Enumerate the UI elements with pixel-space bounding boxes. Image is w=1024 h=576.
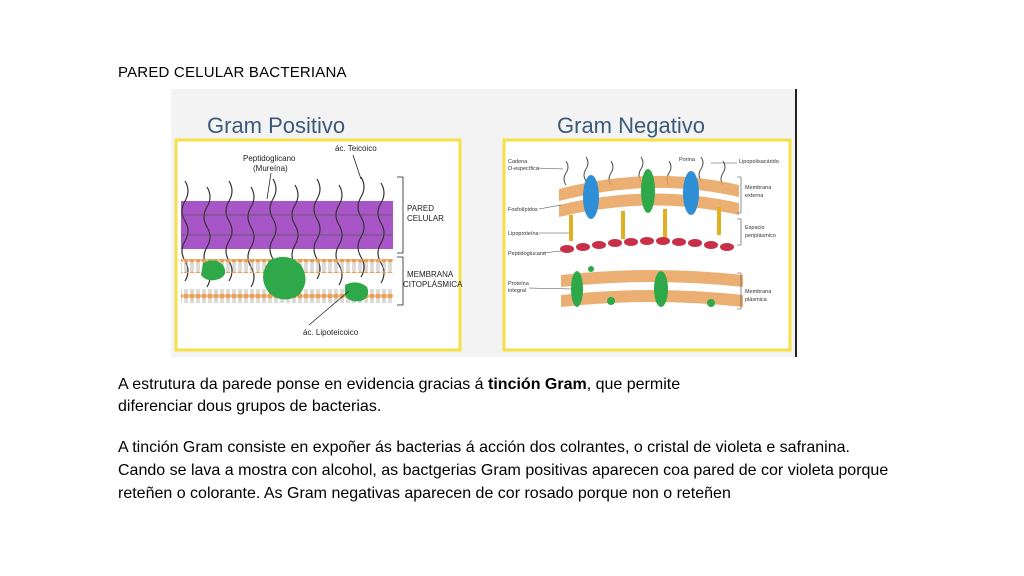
label-lipoproteina: Lipoproteína — [508, 231, 539, 237]
paragraph1-before: A estrutura da parede ponse en evidencia gracias á — [118, 376, 489, 393]
peptidoglycan-layer — [181, 201, 393, 249]
label-proteina-1: Proteína — [508, 281, 529, 287]
label-peptidoglicano: Peptidoglicano — [243, 154, 296, 163]
label-fosfolipidos: Fosfolípidos — [508, 207, 538, 213]
label-pared-2: CELULAR — [407, 214, 444, 223]
gram-negative-heading: Gram Negativo — [557, 113, 705, 138]
paragraph-gram-intro — [118, 374, 718, 418]
gram-wall-figure — [171, 89, 797, 357]
label-membrana-2: CITOPLÁSMICA — [403, 280, 463, 289]
label-membrana-plasmica-2: plásmica — [745, 297, 767, 303]
label-proteina-2: integral — [508, 288, 527, 294]
label-espacio-1: Espacio — [745, 225, 765, 231]
label-mureina: (Mureína) — [253, 164, 288, 173]
gram-positive-heading: Gram Positivo — [207, 113, 346, 138]
label-teicoico: ác. Teicoico — [335, 144, 377, 153]
label-porina: Porina — [679, 157, 695, 163]
label-peptidoglucano: Peptidoglucano — [508, 251, 546, 257]
label-cadena-1: Cadena — [508, 159, 528, 165]
label-membrana-externa-1: Membrana — [745, 185, 772, 191]
paragraph1-after: , que permite diferenciar dous grupos de bacterias. — [118, 376, 681, 415]
label-espacio-2: periplásmico — [745, 233, 776, 239]
label-lipoteicoico: ác. Lipoteicoico — [303, 328, 359, 337]
label-membrana-1: MEMBRANA — [407, 270, 454, 279]
paragraph1-bold-term: tinción Gram — [488, 376, 587, 393]
gram-figure-svg — [171, 89, 797, 357]
label-lipopolisacarido: Lipopolisacárido — [739, 159, 779, 165]
label-cadena-2: O-específica — [508, 166, 539, 172]
label-pared-1: PARED — [407, 204, 434, 213]
label-membrana-externa-2: externa — [745, 193, 764, 199]
paragraph-gram-explanation: A tinción Gram consiste en expoñer ás bacterias á acción dos colrantes, o cristal de violeta e safranina. Cando se lava a mostra con alcohol, as bactgerias Gram positivas aparecen coa pared de cor violeta porque reteñen o colorante. As Gram negativas aparecen de cor rosado porque non o reteñen — [118, 439, 889, 502]
slide-title: PARED CELULAR BACTERIANA — [118, 64, 347, 81]
label-membrana-plasmica-1: Membrana — [745, 289, 772, 295]
